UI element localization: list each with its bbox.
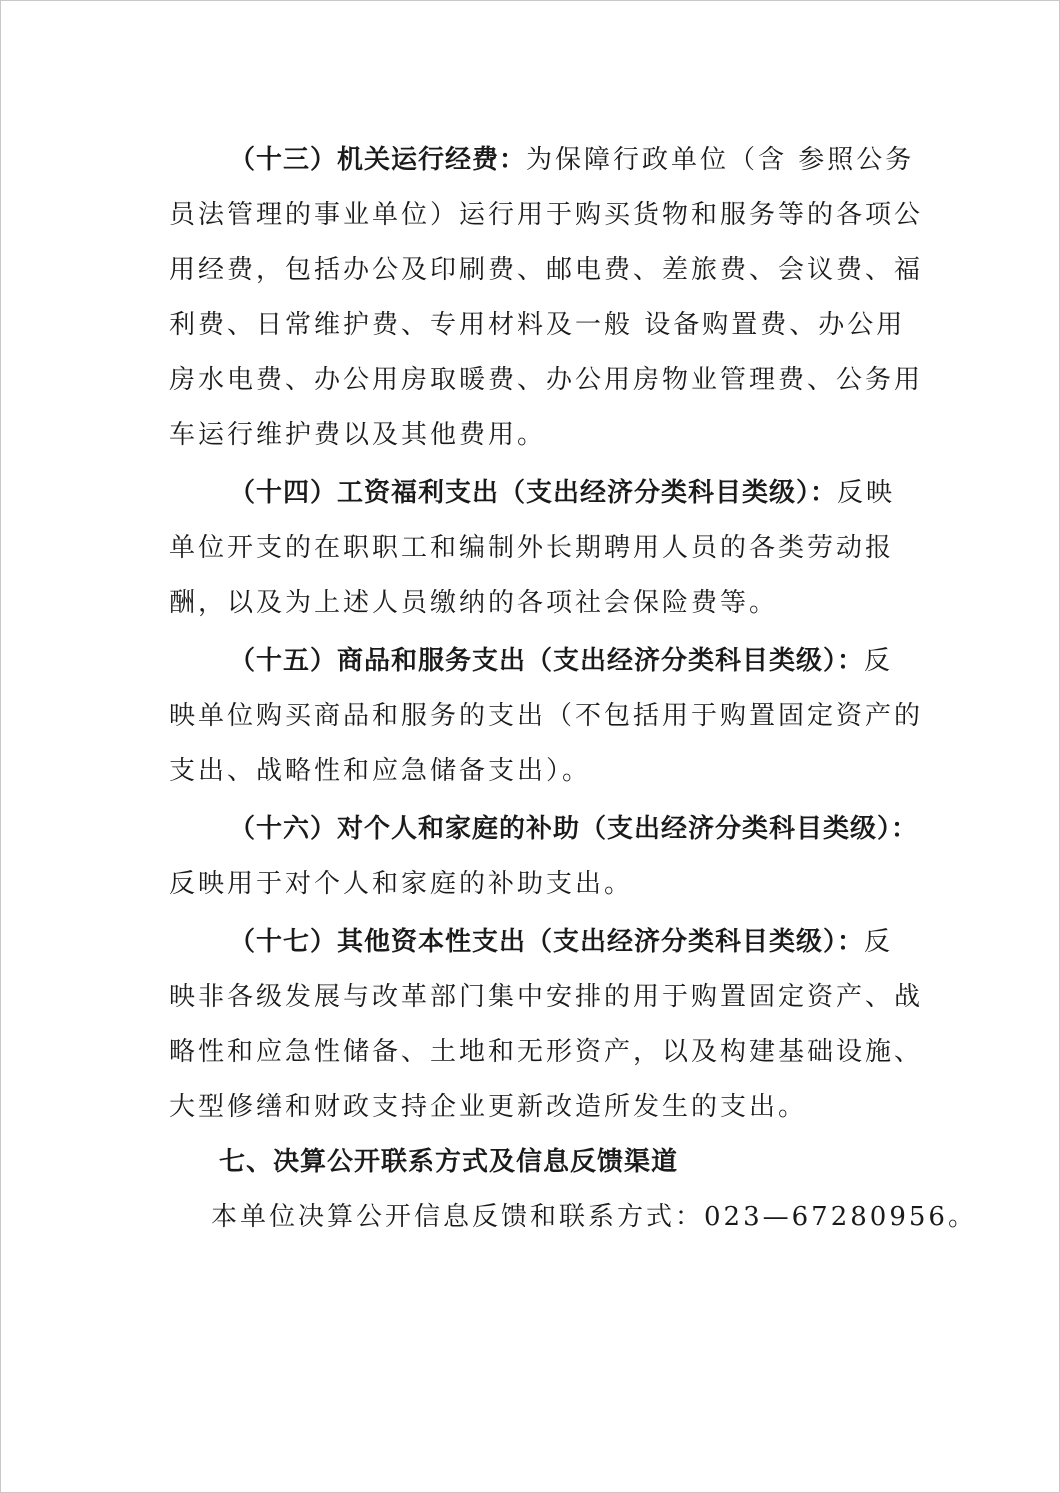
paragraph-heading: （十七）其他资本性支出（支出经济分类科目类级）： <box>229 927 865 957</box>
paragraph-16 <box>169 802 919 912</box>
paragraph-line: 反映用于对个人和家庭的补助支出。 <box>169 869 634 899</box>
paragraph-heading: （十四）工资福利支出（支出经济分类科目类级）： <box>229 478 838 508</box>
paragraph-line <box>169 133 915 188</box>
paragraph-line: 车运行维护费以及其他费用。 <box>169 420 547 450</box>
paragraph-17 <box>169 915 924 1135</box>
paragraph-line: 酬，以及为上述人员缴纳的各项社会保险费等。 <box>169 588 779 618</box>
paragraph-line: 略性和应急性储备、土地和无形资产，以及构建基础设施、 <box>169 1037 924 1067</box>
contact-line <box>169 1190 977 1245</box>
contact-label: 本单位决算公开信息反馈和联系方式： <box>211 1202 705 1232</box>
paragraph-text: 为保障行政单位（含 参照公务 <box>526 145 915 175</box>
paragraph-line: 大型修缮和财政支持企业更新改造所发生的支出。 <box>169 1092 808 1122</box>
paragraph-line: 支出、战略性和应急储备支出）。 <box>169 756 592 786</box>
paragraph-15 <box>169 634 924 799</box>
paragraph-line: 用经费，包括办公及印刷费、邮电费、差旅费、会议费、福 <box>169 255 924 285</box>
paragraph-heading: （十五）商品和服务支出（支出经济分类科目类级）： <box>229 646 865 676</box>
document-body <box>169 133 977 1245</box>
paragraph-heading: （十三）机关运行经费： <box>229 145 527 175</box>
paragraph-14 <box>169 466 899 631</box>
paragraph-text: 反映 <box>837 478 896 508</box>
contact-phone: 023—67280956。 <box>704 1202 977 1232</box>
paragraph-line <box>169 466 899 521</box>
paragraph-line: 利费、日常维护费、专用材料及一般 设备购置费、办公用 <box>169 310 906 340</box>
paragraph-line: 映非各级发展与改革部门集中安排的用于购置固定资产、战 <box>169 982 924 1012</box>
paragraph-line <box>169 802 919 857</box>
paragraph-text: 反 <box>864 646 894 676</box>
paragraph-line: 员法管理的事业单位）运行用于购买货物和服务等的各项公 <box>169 200 924 230</box>
paragraph-heading: （十六）对个人和家庭的补助（支出经济分类科目类级）： <box>229 814 919 844</box>
paragraph-13 <box>169 133 924 463</box>
paragraph-line <box>169 634 899 689</box>
paragraph-line: 单位开支的在职职工和编制外长期聘用人员的各类劳动报 <box>169 533 895 563</box>
paragraph-line <box>169 915 899 970</box>
section-heading: 七、决算公开联系方式及信息反馈渠道 <box>219 1147 679 1177</box>
paragraph-text: 反 <box>864 927 894 957</box>
paragraph-line: 映单位购买商品和服务的支出（不包括用于购置固定资产的 <box>169 701 924 731</box>
paragraph-line: 房水电费、办公用房取暖费、办公用房物业管理费、公务用 <box>169 365 924 395</box>
